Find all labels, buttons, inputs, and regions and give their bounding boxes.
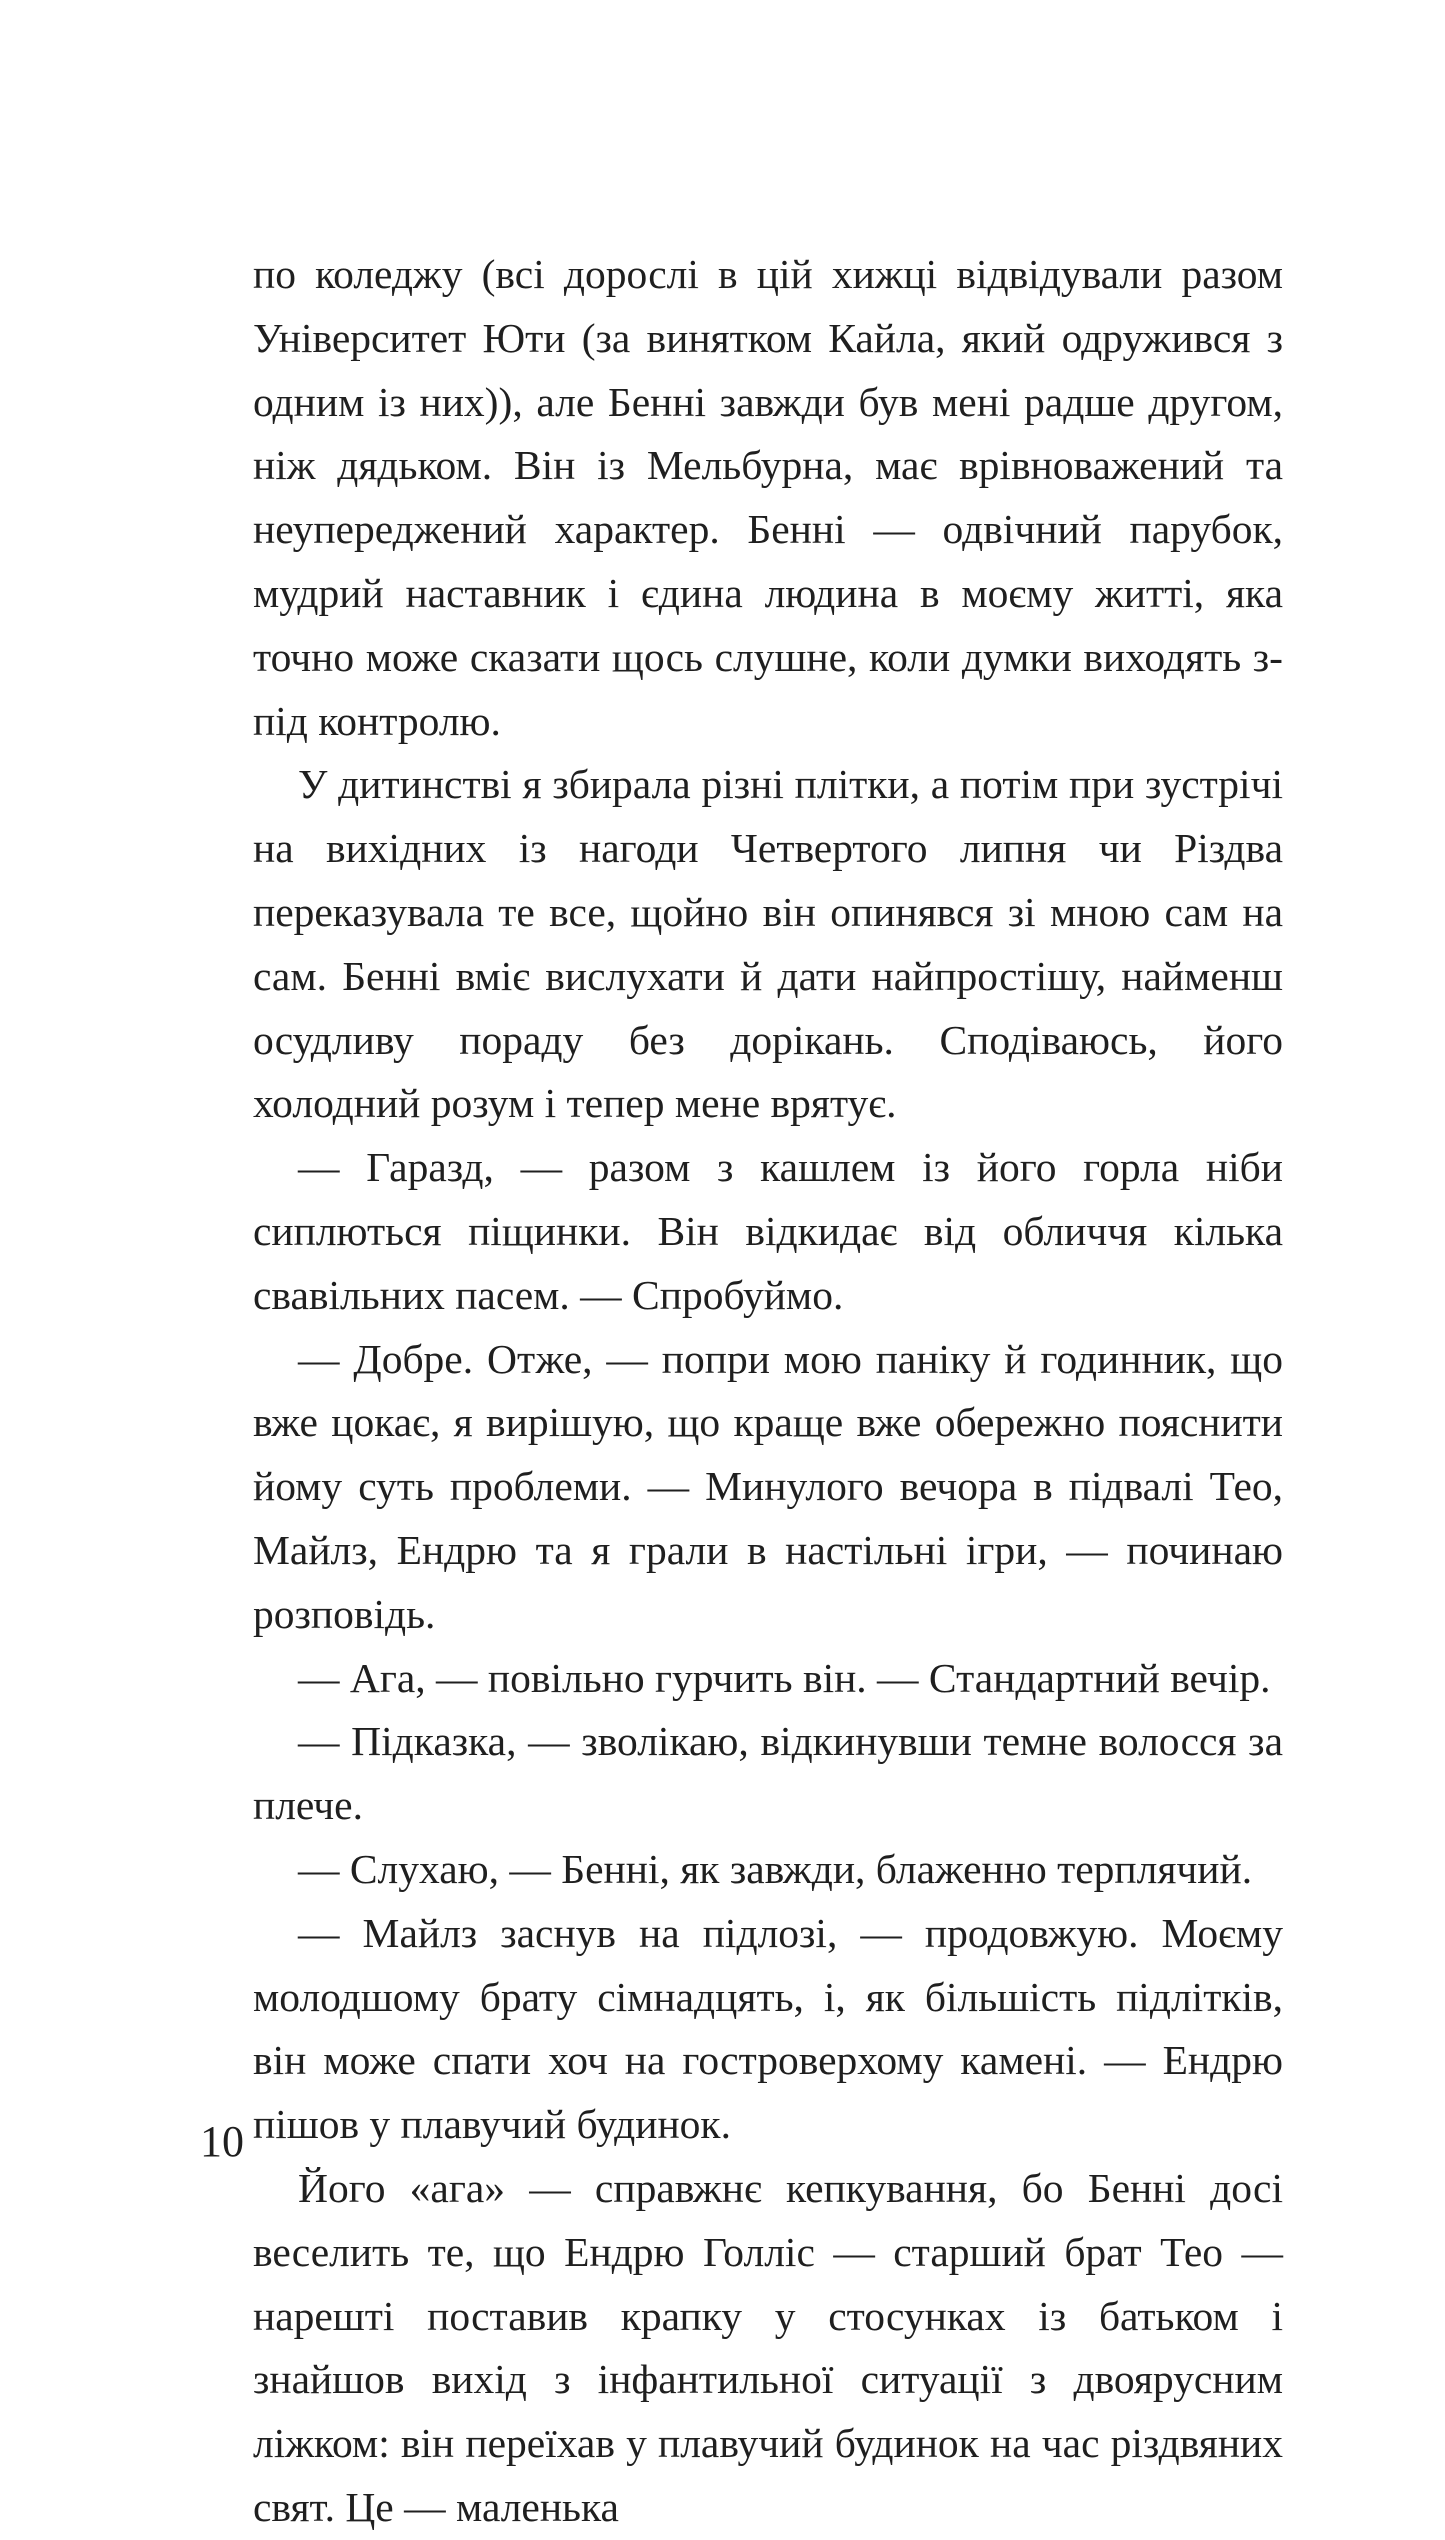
dialogue-paragraph: — Ага, — повільно гурчить він. — Стандартний вечір.	[298, 1654, 1271, 1701]
page-number: 10	[200, 2117, 244, 2166]
dialogue-paragraph: — Добре. Отже, — попри мою паніку й годинник, що вже цокає, я вирішую, що краще вже обережно пояснити йому суть проблеми. — Минулого вечора в підвалі Тео, Майлз, Ендрю та я грали в настільні ігри, — починаю розповідь.	[253, 1335, 1283, 1637]
paragraph: Його «ага» — справжнє кепкування, бо Бенні досі веселить те, що Ендрю Голліс — старший брат Тео — нарешті поставив крапку у стосунках із батьком і знайшов вихід з інфантильної ситуації з двоярусним ліжком: він переїхав у плавучий будинок на час різдвяних свят. Це — маленька	[253, 2164, 1283, 2530]
dialogue-paragraph: — Слухаю, — Бенні, як завжди, блаженно терплячий.	[298, 1845, 1253, 1892]
paragraph: У дитинстві я збирала різні плітки, а потім при зустрічі на вихідних із нагоди Четвертого липня чи Різдва переказувала те все, щойно він опинявся зі мною сам на сам. Бенні вміє вислухати й дати найпростішу, найменш осудливу пораду без дорікань. Сподіваюсь, його холодний розум і тепер мене врятує.	[253, 761, 1283, 1127]
dialogue-paragraph: — Підказка, — зволікаю, відкинувши темне волосся за плече.	[253, 1718, 1283, 1829]
body-text	[253, 243, 1283, 2540]
dialogue-paragraph: — Майлз заснув на підлозі, — продовжую. Моєму молодшому брату сімнадцять, і, як більшість підлітків, він може спати хоч на гостроверхому камені. — Ендрю пішов у плавучий будинок.	[253, 1909, 1283, 2148]
dialogue-paragraph: — Гаразд, — разом з кашлем із його горла ніби сиплються піщинки. Він відкидає від обличчя кілька свавільних пасем. — Спробуймо.	[253, 1144, 1283, 1318]
paragraph: по коледжу (всі дорослі в цій хижці відвідували разом Університет Юти (за винятком Кайла, який одружився з одним із них)), але Бенні завжди був мені радше другом, ніж дядьком. Він із Мельбурна, має врівноважений та неупереджений характер. Бенні — одвічний парубок, мудрий наставник і єдина людина в моєму житті, яка точно може сказати щось слушне, коли думки виходять з-під контролю.	[253, 251, 1283, 744]
